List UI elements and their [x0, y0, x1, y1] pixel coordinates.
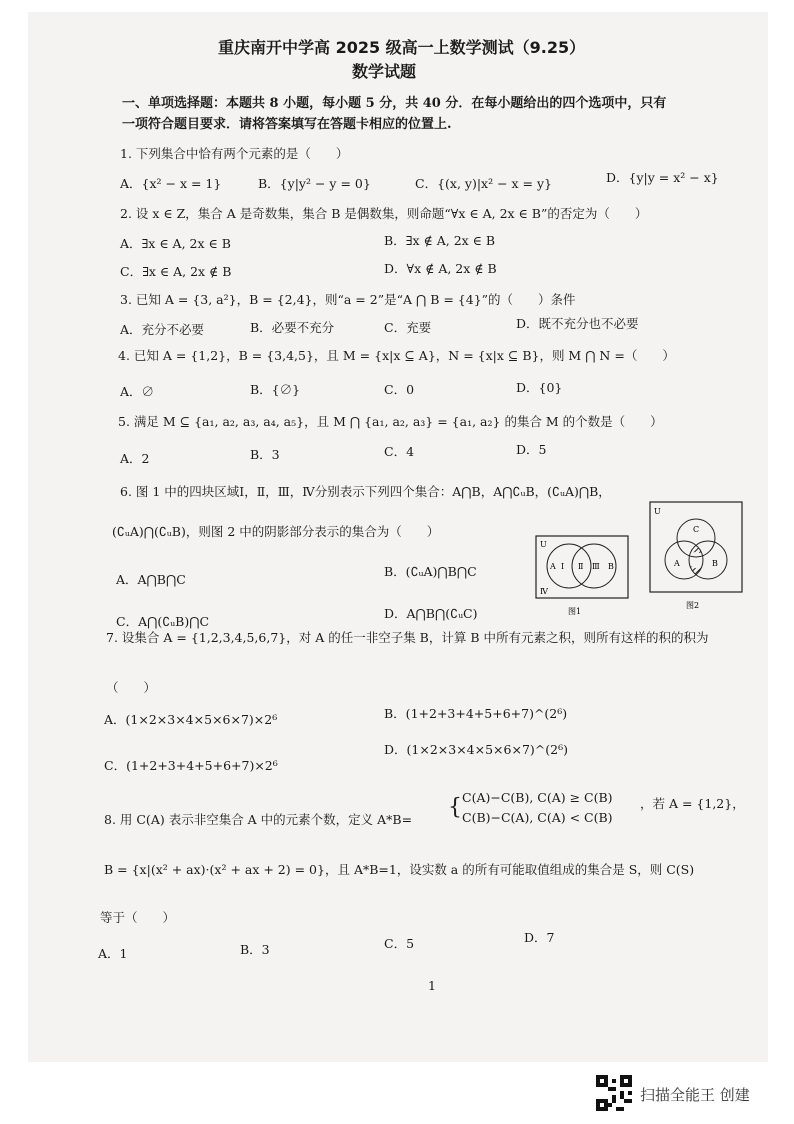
- fig1-label-ii: Ⅱ: [578, 562, 584, 571]
- section-instructions-line2: 一项符合题目要求．请将答案填写在答题卡相应的位置上.: [122, 117, 452, 132]
- fig1-label-u: U: [540, 540, 547, 549]
- q1-option-a: A．{x² − x = 1}: [120, 176, 222, 191]
- fig1-label-a: A: [550, 562, 556, 571]
- q4-option-a: A．∅: [120, 384, 155, 399]
- q6-option-b: B．(∁ᵤA)⋂B⋂C: [384, 564, 477, 579]
- q2-option-d: D．∀x ∉ A, 2x ∉ B: [384, 261, 497, 276]
- q8-line3: 等于（ ）: [100, 910, 176, 925]
- fig1-label-iii: Ⅲ: [592, 562, 600, 571]
- q5-option-d: D．5: [516, 442, 547, 457]
- q7-option-c: C．(1+2+3+4+5+6+7)×2⁶: [104, 758, 278, 773]
- q4-stem: 4. 已知 A = {1,2}，B = {3,4,5}，且 M = {x|x ⊆ A}，N = {x|x ⊆ B}，则 M ⋂ N =（ ）: [118, 348, 675, 363]
- q1-stem: 1. 下列集合中恰有两个元素的是（ ）: [120, 146, 349, 161]
- q3-option-a: A．充分不必要: [120, 322, 205, 337]
- q5-stem: 5. 满足 M ⊆ {a₁, a₂, a₃, a₄, a₅}，且 M ⋂ {a₁, a₂, a₃} = {a₁, a₂} 的集合 M 的个数是（ ）: [118, 414, 663, 429]
- section-instructions-line1: 一、单项选择题：本题共 8 小题，每小题 5 分，共 40 分．在每小题给出的四个选项中，只有: [122, 96, 667, 111]
- q6-stem-line2: (∁ᵤA)⋂(∁ᵤB)，则图 2 中的阴影部分表示的集合为（ ）: [112, 524, 440, 539]
- q5-option-c: C．4: [384, 444, 415, 459]
- q4-option-d: D．{0}: [516, 380, 563, 395]
- fig2-label-b: B: [712, 559, 718, 568]
- q5-option-b: B．3: [250, 447, 280, 462]
- q8-tail: ，若 A = {1,2}，: [640, 796, 745, 811]
- figure-2-venn: [646, 498, 746, 624]
- q6-option-c: C．A⋂(∁ᵤB)⋂C: [116, 614, 210, 629]
- q1-option-d: D．{y|y = x² − x}: [606, 170, 719, 185]
- fig2-label-a: A: [674, 559, 680, 568]
- q2-option-b: B．∃x ∉ A, 2x ∈ B: [384, 233, 496, 248]
- q1-option-c: C．{(x, y)|x² − x = y}: [415, 176, 553, 191]
- figure-1-venn: [534, 534, 630, 626]
- exam-title: 重庆南开中学高 2025 级高一上数学测试（9.25）: [218, 38, 586, 57]
- q6-option-d: D．A⋂B⋂(∁ᵤC): [384, 606, 478, 621]
- exam-subtitle: 数学试题: [352, 62, 417, 81]
- q7-option-b: B．(1+2+3+4+5+6+7)^(2⁶): [384, 706, 568, 721]
- fig1-label-i: Ⅰ: [561, 562, 565, 571]
- q8-case1: C(A)−C(B), C(A) ≥ C(B): [462, 790, 613, 805]
- q8-case2: C(B)−C(A), C(A) < C(B): [462, 810, 613, 825]
- fig1-caption: 图1: [568, 607, 582, 616]
- q7-option-a: A．(1×2×3×4×5×6×7)×2⁶: [104, 712, 278, 727]
- q8-option-c: C．5: [384, 936, 415, 951]
- q2-stem: 2. 设 x ∈ Z，集合 A 是奇数集，集合 B 是偶数集，则命题“∀x ∈ A, 2x ∈ B”的否定为（ ）: [120, 206, 648, 221]
- q8-brace: {: [448, 795, 462, 820]
- q6-option-a: A．A⋂B⋂C: [116, 572, 186, 587]
- q4-option-c: C．0: [384, 382, 415, 397]
- q2-option-a: A．∃x ∈ A, 2x ∈ B: [120, 236, 231, 251]
- q8-intro: 8. 用 C(A) 表示非空集合 A 中的元素个数，定义 A*B=: [104, 812, 413, 827]
- q3-stem: 3. 已知 A = {3, a²}，B = {2,4}，则“a = 2”是“A ⋂ B = {4}”的（ ）条件: [120, 292, 576, 307]
- q7-stem-line2: （ ）: [106, 680, 157, 695]
- q6-stem-line1: 6. 图 1 中的四块区域Ⅰ，Ⅱ，Ⅲ，Ⅳ分别表示下列四个集合：A⋂B，A⋂∁ᵤB，(∁ᵤA)⋂B，: [120, 484, 611, 499]
- q8-option-a: A．1: [98, 946, 128, 961]
- q8-option-d: D．7: [524, 930, 555, 945]
- q3-option-c: C．充要: [384, 320, 432, 335]
- qr-code-icon: [596, 1075, 632, 1111]
- q7-option-d: D．(1×2×3×4×5×6×7)^(2⁶): [384, 742, 568, 757]
- scanner-brand: 扫描全能王 创建: [640, 1086, 750, 1104]
- fig1-label-b: B: [608, 562, 614, 571]
- q5-option-a: A．2: [120, 451, 150, 466]
- q8-option-b: B．3: [240, 942, 270, 957]
- q2-option-c: C．∃x ∈ A, 2x ∉ B: [120, 264, 232, 279]
- fig2-caption: 图2: [686, 601, 700, 610]
- q1-option-b: B．{y|y² − y = 0}: [258, 176, 371, 191]
- q3-option-b: B．必要不充分: [250, 320, 335, 335]
- q3-option-d: D．既不充分也不必要: [516, 316, 639, 331]
- q7-stem-line1: 7. 设集合 A = {1,2,3,4,5,6,7}，对 A 的任一非空子集 B，计算 B 中所有元素之积，则所有这样的积的积为: [106, 630, 709, 645]
- q8-line2: B = {x|(x² + ax)·(x² + ax + 2) = 0}，且 A*B=1，设实数 a 的所有可能取值组成的集合是 S，则 C(S): [104, 862, 695, 877]
- fig1-label-iv: Ⅳ: [540, 587, 548, 596]
- fig2-label-c: C: [693, 525, 700, 534]
- fig2-cutout: [688, 552, 704, 568]
- fig2-label-u: U: [654, 507, 661, 516]
- q4-option-b: B．{∅}: [250, 382, 301, 397]
- page-number: 1: [428, 978, 436, 993]
